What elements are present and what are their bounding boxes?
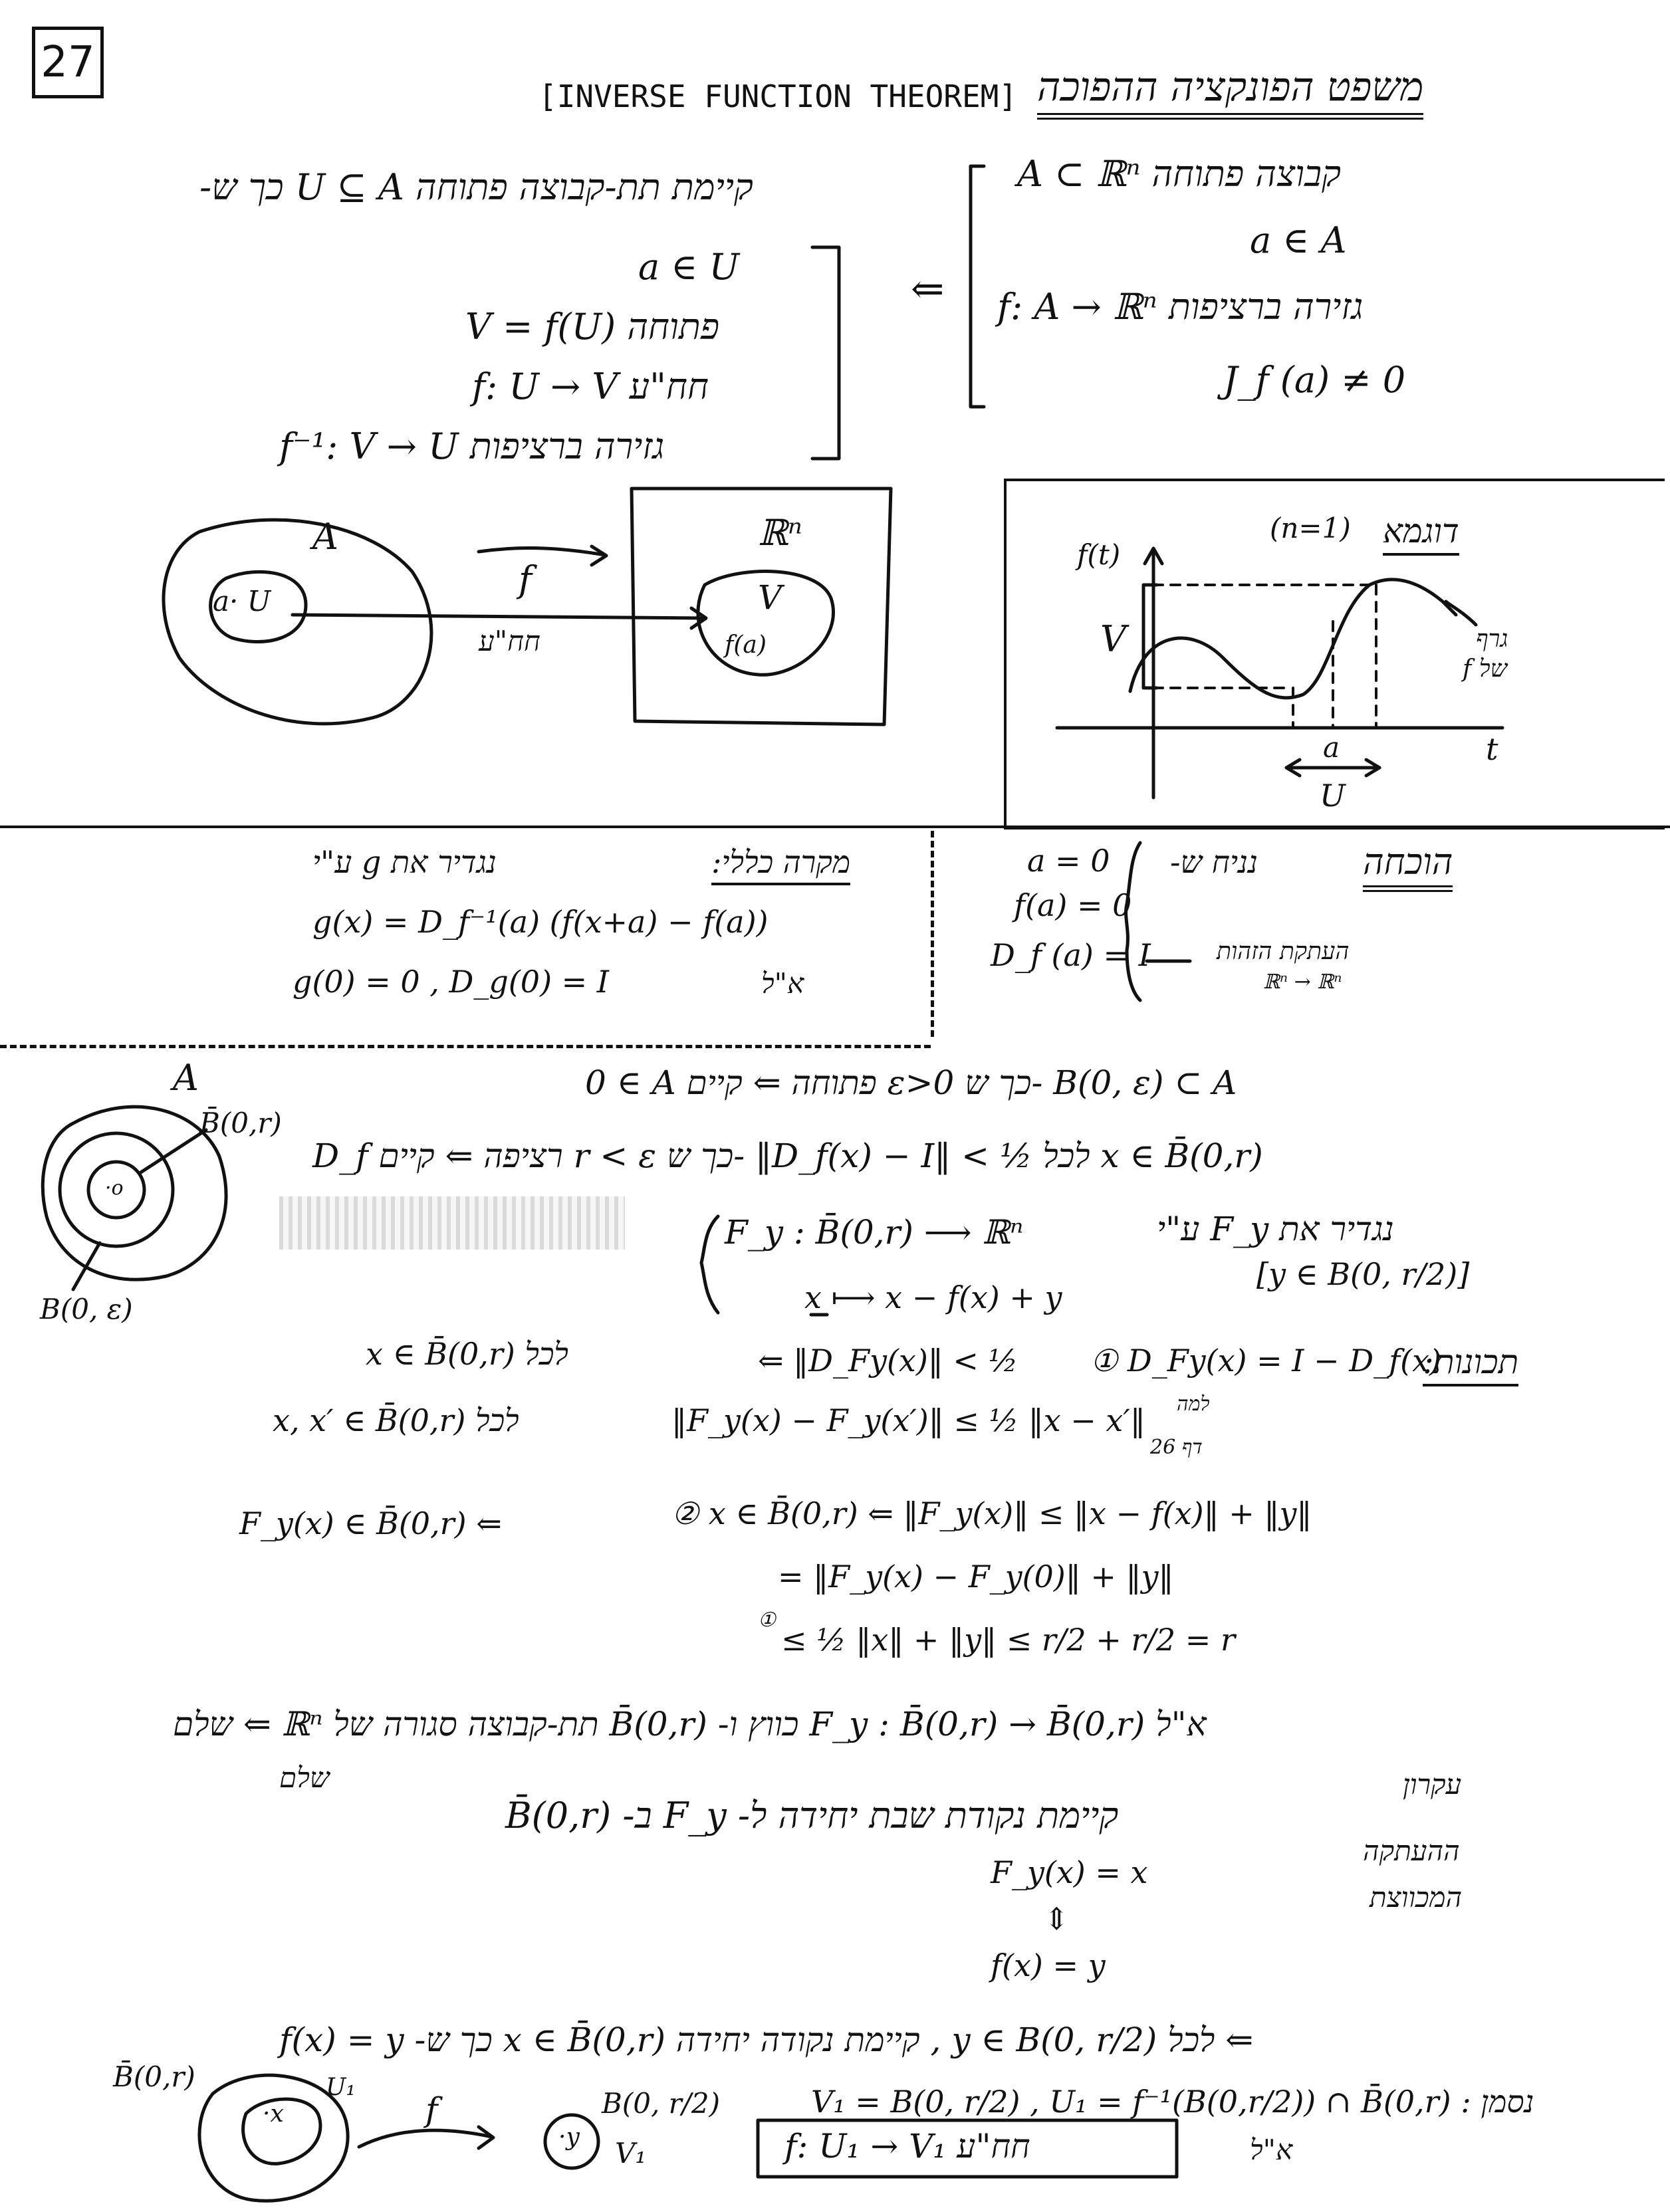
- example-title: דוגמא: [1383, 512, 1459, 556]
- general-case-g-definition: g(x) = D_f⁻¹(a) (f(x+a) − f(a)): [312, 904, 769, 940]
- conclusion-a-in-U: a ∈ U: [638, 246, 740, 288]
- conclusion-injective: f: U → V חח"ע: [472, 366, 709, 407]
- small-diagram-Be: B(0, ε): [40, 1293, 133, 1325]
- proof-a0: a = 0: [1027, 843, 1110, 879]
- general-case-ok: א"ל: [761, 967, 804, 1000]
- step-F-rule: x ⟼ x − f(x) + y: [804, 1279, 1062, 1315]
- complete-label: שלם: [279, 1761, 330, 1794]
- principle-label-1: עקרון: [1403, 1768, 1462, 1801]
- proof-df-identity: D_f (a) = I: [991, 937, 1151, 973]
- hypotheses-bracket: [971, 166, 984, 407]
- property-2-conclusion: F_y(x) ∈ B̄(0,r) ⇐: [239, 1505, 502, 1541]
- properties-title: תכונות:: [1423, 1343, 1518, 1386]
- general-case-g-properties: g(0) = 0 , D_g(0) = I: [293, 964, 609, 1000]
- example-U: U: [1320, 778, 1346, 814]
- example-n1: (n=1): [1270, 512, 1351, 544]
- bottom-label-Br: B̄(0,r): [113, 2060, 195, 2093]
- step-y-in-ball: [y ∈ B(0, r/2)]: [1256, 1256, 1470, 1292]
- diagram-label-Rn: ℝⁿ: [758, 512, 802, 554]
- step-F-map: F_y : B̄(0,r) ⟶ ℝⁿ: [725, 1213, 1024, 1252]
- property-1c: לכל x ∈ B̄(0,r): [366, 1336, 568, 1372]
- proof-fa0: f(a) = 0: [1014, 887, 1132, 923]
- set-A-blob: [164, 520, 431, 724]
- example-graph-note-2: f של: [1463, 655, 1508, 683]
- Fy-brace: [701, 1216, 718, 1313]
- lemma-page: דף 26: [1150, 1436, 1203, 1459]
- property-1d: ‖F_y(x) − F_y(x′)‖ ≤ ½ ‖x − x′‖: [671, 1402, 1145, 1438]
- small-set-A: [43, 1107, 226, 1279]
- arrow-f: [479, 548, 605, 555]
- bottom-label-B2: B(0, r/2): [602, 2087, 721, 2120]
- hypothesis-jacobian: J_f (a) ≠ 0: [1223, 359, 1406, 401]
- title-english: [INVERSE FUNCTION THEOREM]: [538, 78, 1018, 114]
- example-ft: f(t): [1077, 538, 1121, 571]
- property-2-mark: ①: [758, 1608, 776, 1632]
- property-2b: = ‖F_y(x) − F_y(0)‖ + ‖y‖: [778, 1559, 1174, 1595]
- bottom-label-f: f: [425, 2090, 438, 2129]
- diagram-label-bijection: חח"ע: [479, 625, 540, 657]
- fixed-point-eq-2: f(x) = y: [991, 1947, 1106, 1983]
- small-diagram-o: ·o: [105, 1176, 124, 1200]
- property-1a: ① D_Fy(x) = I − D_f(x): [1090, 1343, 1441, 1379]
- property-1b: ⇐ ‖D_Fy(x)‖ < ½: [758, 1343, 1018, 1379]
- diagram-label-A: A: [312, 516, 338, 558]
- fixed-point-eq-1: F_y(x) = x: [991, 1854, 1148, 1890]
- example-graph-note-1: גרף: [1476, 625, 1508, 653]
- property-1e: לכל x, x′ ∈ B̄(0,r): [273, 1402, 519, 1438]
- step-define-F: נגדיר את F_y ע"י: [1157, 1210, 1394, 1248]
- bottom-label-V1: V₁: [615, 2137, 647, 2169]
- property-2a: ② x ∈ B̄(0,r) ⇐ ‖F_y(x)‖ ≤ ‖x − f(x)‖ + ‖y‖: [671, 1495, 1312, 1531]
- diagram-label-fa: f(a): [725, 631, 767, 659]
- diagram-label-V: V: [758, 578, 782, 617]
- bottom-label-x: ·x: [263, 2100, 284, 2128]
- conclusion-exists-U: קיימת תת-קבוצה פתוחה U ⊆ A כך ש-: [199, 166, 753, 208]
- lemma-label: למה: [1177, 1392, 1210, 1416]
- bottom-label-U1: U₁: [326, 2074, 356, 2101]
- proof-assume: נניח ש-: [1170, 844, 1258, 880]
- hypothesis-differentiable: f: A → ℝⁿ גזירה ברציפות: [997, 286, 1364, 328]
- step-fixed-point: קיימת נקודת שבת יחידה ל- F_y ב- B̄(0,r): [505, 1795, 1119, 1836]
- example-V: V: [1100, 618, 1126, 660]
- fixed-point-iff: ⇕: [1044, 1901, 1070, 1937]
- proof-title: הוכחה: [1363, 841, 1453, 892]
- step-continuity: D_f רציפה ⇐ קיים r < ε כך ש- ‖D_f(x) − I‖ < ½ לכל x ∈ B̄(0,r): [312, 1137, 1263, 1175]
- conclusion-V-open: V = f(U) פתוחה: [465, 306, 720, 348]
- example-curve: [1130, 580, 1456, 698]
- arrow-bijection: [293, 615, 705, 618]
- example-a: a: [1323, 731, 1340, 764]
- hypothesis-point: a ∈ A: [1250, 219, 1347, 261]
- conclusion-bracket: [812, 247, 839, 459]
- principle-label-2: ההעתקה: [1363, 1834, 1460, 1867]
- step-unique-preimage: ⇐ לכל y ∈ B(0, r/2) , קיימת נקודה יחידה x ∈ B̄(0,r) כך ש- f(x) = y: [279, 2021, 1254, 2059]
- final-ok: א"ל: [1250, 2134, 1293, 2166]
- diagram-label-a-U: a· U: [213, 585, 271, 617]
- small-diagram-A: A: [173, 1057, 199, 1099]
- small-diagram-Br: B̄(0,r): [199, 1107, 282, 1139]
- title-hebrew: משפט הפונקציה ההפוכה: [1037, 64, 1423, 120]
- conclusion-inverse-differentiable: f⁻¹: V → U גזירה ברציפות: [279, 425, 665, 467]
- step-closed-complete: א"ל F_y : B̄(0,r) → B̄(0,r) כווץ ו- B̄(0,r) תת-קבוצה סגורה של ℝⁿ ⇐ שלם: [173, 1705, 1207, 1743]
- example-t: t: [1486, 731, 1498, 767]
- principle-label-3: המכווצת: [1370, 1881, 1463, 1914]
- page-number: 27: [32, 27, 104, 98]
- implies-arrow: ⇐: [911, 266, 945, 312]
- step-notation: נסמן : V₁ = B(0, r/2) , U₁ = f⁻¹(B(0,r/2)) ∩ B̄(0,r): [811, 2084, 1534, 2120]
- property-2c: ≤ ½ ‖x‖ + ‖y‖ ≤ r/2 + r/2 = r: [781, 1622, 1235, 1658]
- step-open: 0 ∈ A פתוחה ⇐ קיים ε>0 כך ש- B(0, ε) ⊂ A: [585, 1063, 1237, 1102]
- hypothesis-open-set: A ⊂ ℝⁿ קבוצה פתוחה: [1017, 153, 1341, 195]
- diagram-label-f: f: [519, 558, 532, 600]
- proof-identity-note-2: ℝⁿ → ℝⁿ: [1263, 970, 1342, 994]
- proof-identity-note-1: העתקת הזהות: [1217, 938, 1350, 965]
- final-box-text: f: U₁ → V₁ חח"ע: [784, 2127, 1030, 2165]
- general-case-title: מקרה כללי:: [711, 844, 850, 885]
- bottom-label-y: ·y: [558, 2124, 580, 2151]
- smudge-scribble: [279, 1196, 625, 1250]
- general-case-define: נגדיר את g ע"י: [312, 844, 497, 880]
